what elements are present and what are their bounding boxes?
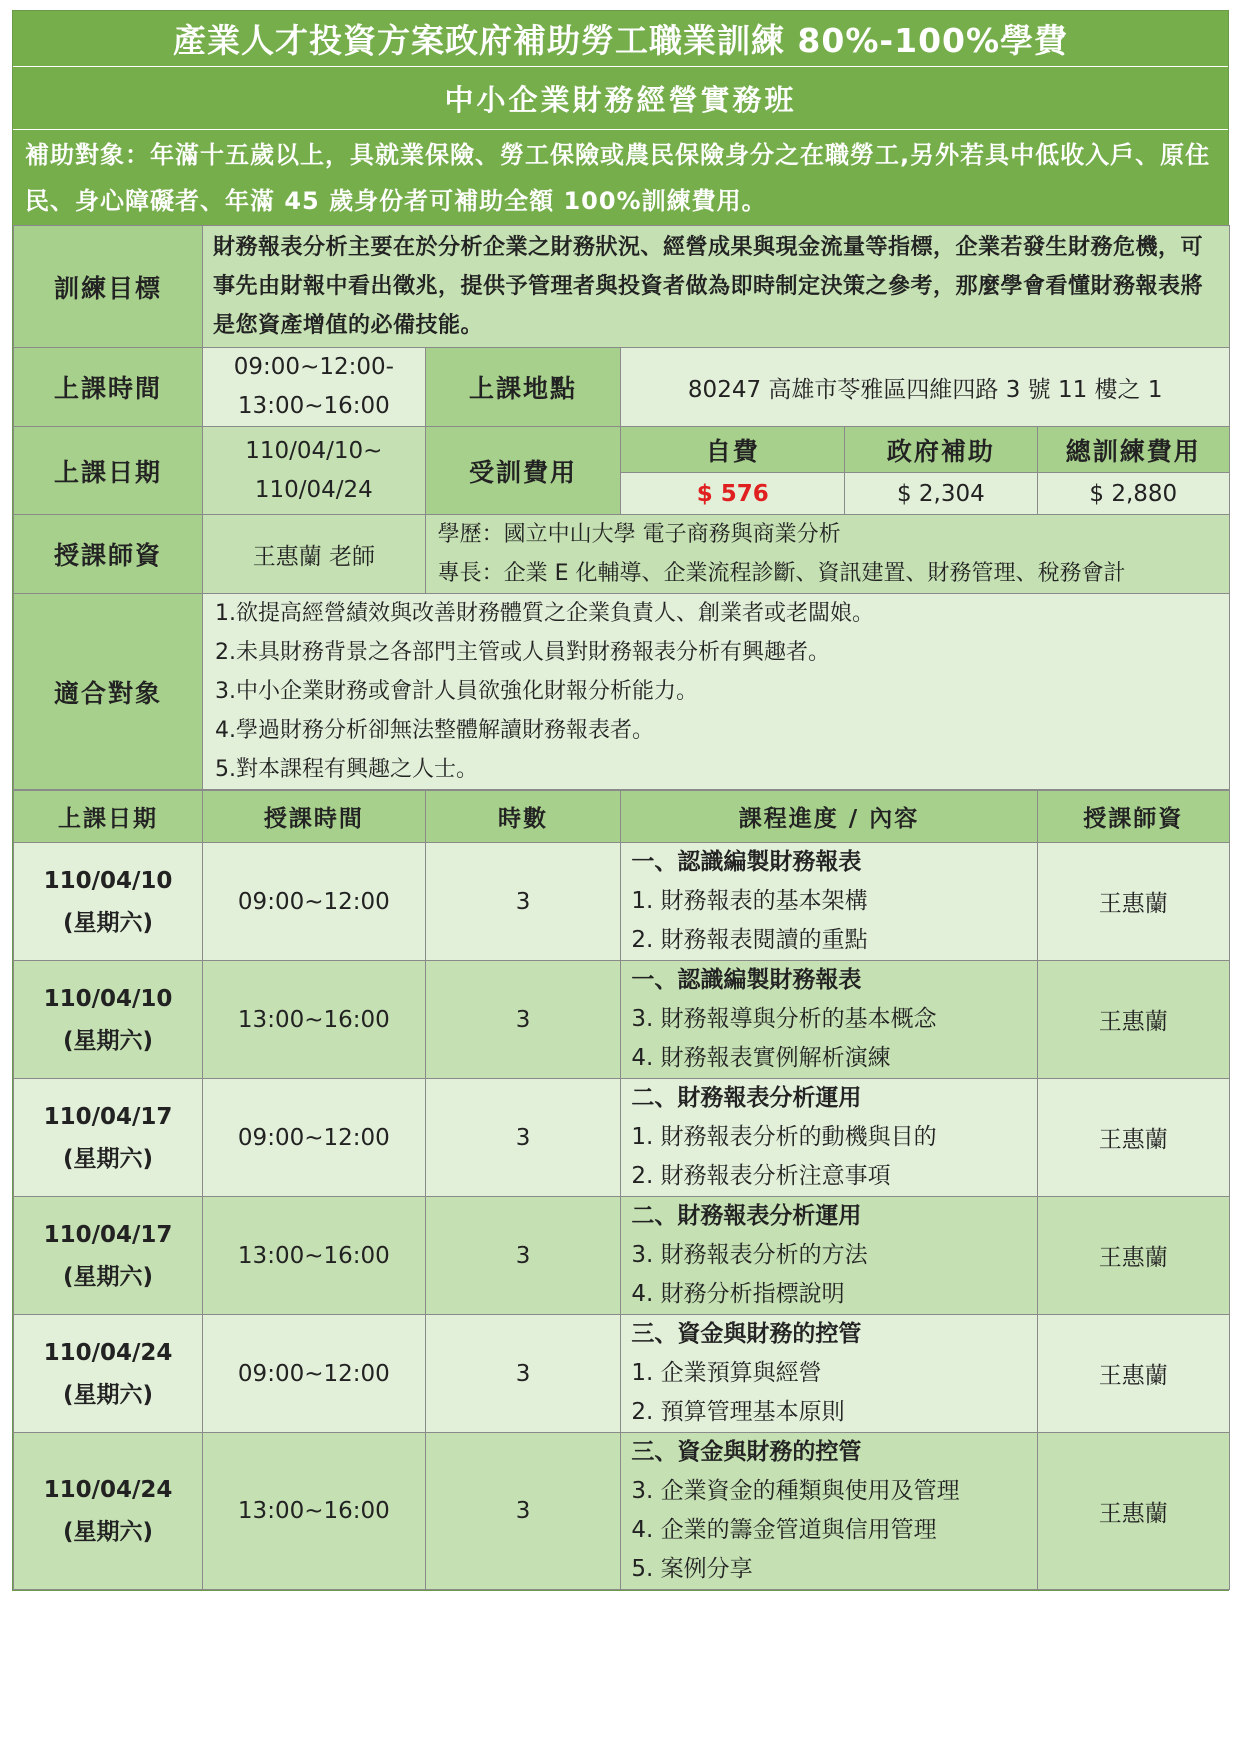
row-teacher: 王惠蘭 bbox=[1037, 961, 1229, 1079]
row-date-value: 110/04/24 bbox=[43, 1477, 173, 1503]
course-name: 中小企業財務經營實務班 bbox=[13, 67, 1228, 129]
row-hours: 3 bbox=[425, 1079, 621, 1197]
schedule-row bbox=[14, 1433, 1230, 1590]
date-label: 上課日期 bbox=[14, 427, 203, 515]
row-date-value: 110/04/10 bbox=[43, 867, 173, 894]
schedule-row bbox=[14, 1079, 1230, 1197]
row-date bbox=[14, 1433, 203, 1590]
location-label: 上課地點 bbox=[425, 348, 621, 427]
audience-item: 1.欲提高經營績效與改善財務體質之企業負責人、創業者或老闆娘。 bbox=[215, 601, 875, 626]
row-teacher: 王惠蘭 bbox=[1037, 1197, 1229, 1315]
course-info-table bbox=[13, 225, 1230, 790]
row-hours: 3 bbox=[425, 843, 621, 961]
class-date-line1: 110/04/10~ bbox=[245, 437, 383, 464]
row-teacher: 王惠蘭 bbox=[1037, 1315, 1229, 1433]
content-item: 3. 財務報表分析的方法 bbox=[631, 1242, 868, 1268]
row-date-value: 110/04/24 bbox=[43, 1339, 173, 1366]
row-time: 13:00~16:00 bbox=[203, 961, 426, 1079]
location-value: 80247 高雄市苓雅區四維四路 3 號 11 樓之 1 bbox=[621, 348, 1230, 427]
schedule-header-hours: 時數 bbox=[425, 791, 621, 843]
content-heading: 一、認識編製財務報表 bbox=[631, 967, 862, 993]
row-time: 09:00~12:00 bbox=[203, 1315, 426, 1433]
schedule-rows bbox=[14, 843, 1230, 1590]
row-weekday: (星期六) bbox=[63, 909, 154, 936]
content-heading: 二、財務報表分析運用 bbox=[631, 1203, 862, 1229]
content-heading: 三、資金與財務的控管 bbox=[631, 1439, 862, 1465]
row-date-value: 110/04/17 bbox=[43, 1221, 173, 1248]
teacher-label: 授課師資 bbox=[14, 515, 203, 594]
teacher-expertise: 專長：企業 E 化輔導、企業流程診斷、資訊建置、財務管理、稅務會計 bbox=[437, 561, 1126, 586]
audience-item: 3.中小企業財務或會計人員欲強化財報分析能力。 bbox=[215, 679, 699, 704]
row-hours: 3 bbox=[425, 1197, 621, 1315]
row-content bbox=[621, 1079, 1037, 1197]
schedule-row bbox=[14, 961, 1230, 1079]
fee-header-self: 自費 bbox=[621, 427, 845, 473]
row-time: 09:00~12:00 bbox=[203, 1079, 426, 1197]
content-item: 3. 企業資金的種類與使用及管理 bbox=[631, 1478, 960, 1504]
content-heading: 一、認識編製財務報表 bbox=[631, 849, 862, 875]
row-date bbox=[14, 1197, 203, 1315]
goal-text: 財務報表分析主要在於分析企業之財務狀況、經營成果與現金流量等指標，企業若發生財務危機，可事先由財報中看出徵兆，提供予管理者與投資者做為即時制定決策之參考，那麼學會看懂財務報表將是您資產增值的必備技能。 bbox=[203, 226, 1230, 348]
page-title: 產業人才投資方案政府補助勞工職業訓練 80%-100%學費 bbox=[13, 11, 1228, 67]
content-item: 2. 財務報表分析注意事項 bbox=[631, 1163, 891, 1189]
content-item: 4. 財務分析指標說明 bbox=[631, 1281, 845, 1307]
row-time: 09:00~12:00 bbox=[203, 843, 426, 961]
eligibility-text: 補助對象：年滿十五歲以上，具就業保險、勞工保險或農民保險身分之在職勞工,另外若具中低收入戶、原住民、身心障礙者、年滿 45 歲身份者可補助全額 100%訓練費用。 bbox=[13, 129, 1228, 225]
row-teacher: 王惠蘭 bbox=[1037, 1079, 1229, 1197]
row-hours: 3 bbox=[425, 1433, 621, 1590]
row-date bbox=[14, 1079, 203, 1197]
content-item: 4. 財務報表實例解析演練 bbox=[631, 1045, 891, 1071]
row-date-value: 110/04/10 bbox=[43, 985, 173, 1012]
row-hours: 3 bbox=[425, 1315, 621, 1433]
schedule-header-teacher: 授課師資 bbox=[1037, 791, 1229, 843]
row-weekday: (星期六) bbox=[63, 1145, 154, 1172]
audience-list bbox=[203, 594, 1230, 790]
schedule-header-date: 上課日期 bbox=[14, 791, 203, 843]
audience-label: 適合對象 bbox=[14, 594, 203, 790]
audience-item: 2.未具財務背景之各部門主管或人員對財務報表分析有興趣者。 bbox=[215, 640, 831, 665]
goal-label: 訓練目標 bbox=[14, 226, 203, 348]
row-content bbox=[621, 1433, 1037, 1590]
class-time-line2: 13:00~16:00 bbox=[237, 393, 390, 419]
audience-item: 4.學過財務分析卻無法整體解讀財務報表者。 bbox=[215, 718, 655, 743]
fee-header-subsidy: 政府補助 bbox=[845, 427, 1037, 473]
content-item: 2. 預算管理基本原則 bbox=[631, 1399, 845, 1425]
content-item: 3. 財務報導與分析的基本概念 bbox=[631, 1006, 937, 1032]
row-teacher: 王惠蘭 bbox=[1037, 843, 1229, 961]
content-item: 1. 財務報表分析的動機與目的 bbox=[631, 1124, 937, 1150]
content-item: 1. 企業預算與經營 bbox=[631, 1360, 822, 1386]
schedule-row bbox=[14, 1197, 1230, 1315]
content-item: 5. 案例分享 bbox=[631, 1556, 753, 1582]
content-item: 2. 財務報表閱讀的重點 bbox=[631, 927, 868, 953]
time-label: 上課時間 bbox=[14, 348, 203, 427]
class-time bbox=[203, 348, 426, 427]
row-content bbox=[621, 1315, 1037, 1433]
row-time: 13:00~16:00 bbox=[203, 1433, 426, 1590]
row-content bbox=[621, 1197, 1037, 1315]
fee-value-self: $ 576 bbox=[621, 473, 845, 515]
row-date bbox=[14, 961, 203, 1079]
content-item: 1. 財務報表的基本架構 bbox=[631, 888, 868, 914]
class-date bbox=[203, 427, 426, 515]
row-content bbox=[621, 843, 1037, 961]
schedule-row bbox=[14, 1315, 1230, 1433]
teacher-profile bbox=[425, 515, 1229, 594]
schedule-header-time: 授課時間 bbox=[203, 791, 426, 843]
row-content bbox=[621, 961, 1037, 1079]
schedule-table bbox=[13, 790, 1230, 1590]
row-weekday: (星期六) bbox=[63, 1519, 154, 1545]
audience-item: 5.對本課程有興趣之人士。 bbox=[215, 757, 479, 782]
content-item: 4. 企業的籌金管道與信用管理 bbox=[631, 1517, 937, 1543]
fee-header-total: 總訓練費用 bbox=[1037, 427, 1229, 473]
schedule-header-content: 課程進度 / 內容 bbox=[621, 791, 1037, 843]
content-heading: 二、財務報表分析運用 bbox=[631, 1085, 862, 1111]
content-heading: 三、資金與財務的控管 bbox=[631, 1321, 862, 1347]
fee-label: 受訓費用 bbox=[425, 427, 621, 515]
fee-value-total: $ 2,880 bbox=[1037, 473, 1229, 515]
row-hours: 3 bbox=[425, 961, 621, 1079]
row-date bbox=[14, 1315, 203, 1433]
row-weekday: (星期六) bbox=[63, 1381, 154, 1408]
row-date bbox=[14, 843, 203, 961]
teacher-education: 學歷：國立中山大學 電子商務與商業分析 bbox=[437, 522, 841, 547]
class-date-line2: 110/04/24 bbox=[254, 476, 373, 503]
class-time-line1: 09:00~12:00- bbox=[233, 354, 394, 380]
row-weekday: (星期六) bbox=[63, 1263, 154, 1290]
row-date-value: 110/04/17 bbox=[43, 1103, 173, 1130]
row-time: 13:00~16:00 bbox=[203, 1197, 426, 1315]
row-teacher: 王惠蘭 bbox=[1037, 1433, 1229, 1590]
row-weekday: (星期六) bbox=[63, 1027, 154, 1054]
fee-value-subsidy: $ 2,304 bbox=[845, 473, 1037, 515]
teacher-name: 王惠蘭 老師 bbox=[203, 515, 426, 594]
course-flyer bbox=[12, 10, 1229, 1591]
schedule-row bbox=[14, 843, 1230, 961]
